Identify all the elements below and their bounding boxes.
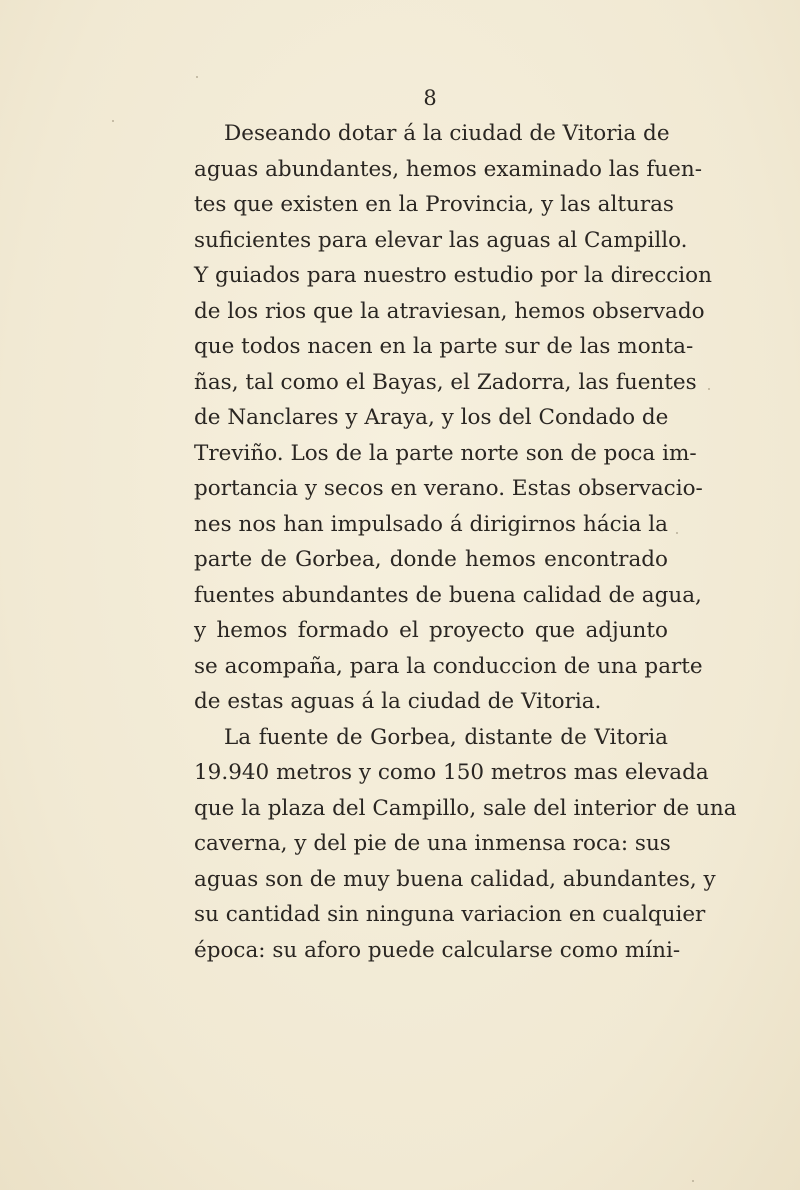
text-line: de estas aguas á la ciudad de Vitoria. <box>194 689 602 714</box>
body-text <box>194 116 737 1004</box>
text-line: que todos nacen en la parte sur de las monta- <box>194 334 694 359</box>
text-line: ñas, tal como el Bayas, el Zadorra, las fuentes <box>194 369 697 395</box>
text-line: La fuente de Gorbea, distante de Vitoria <box>224 724 668 750</box>
text-line: de los rios que la atraviesan, hemos observado <box>194 298 705 324</box>
paragraph-1 <box>194 116 712 720</box>
text-line: de Nanclares y Araya, y los del Condado de <box>194 405 669 430</box>
text-line: parte de Gorbea, donde hemos encontrado <box>194 547 668 572</box>
text-line: que la plaza del Campillo, sale del interior de una <box>194 795 737 821</box>
text-line <box>194 968 668 1004</box>
text-line: Deseando dotar á la ciudad de Vitoria de <box>224 121 670 146</box>
text-line: tes que existen en la Provincia, y las alturas <box>194 192 674 217</box>
paper-speck <box>692 1180 694 1182</box>
paragraph-2 <box>194 720 737 1004</box>
text-line: época: su aforo puede calcularse como míni- <box>194 937 681 963</box>
text-line: y hemos formado el proyecto que adjunto <box>194 618 668 643</box>
text-line: aguas son de muy buena calidad, abundantes, y <box>194 866 716 892</box>
text-line: Y guiados para nuestro estudio por la direccion <box>194 263 712 288</box>
text-line: su cantidad sin ninguna variacion en cualquier <box>194 902 706 927</box>
text-line: aguas abundantes, hemos examinado las fuen- <box>194 156 702 182</box>
text-line: 19.940 metros y como 150 metros mas elevada <box>194 760 709 785</box>
text-line: nes nos han impulsado á dirigirnos hácia la <box>194 511 668 537</box>
paper-speck <box>196 76 198 78</box>
paper-speck <box>708 388 710 390</box>
text-line: suficientes para elevar las aguas al Campillo. <box>194 227 688 253</box>
page-number: 8 <box>423 86 437 110</box>
paper-speck <box>112 120 114 122</box>
text-line: caverna, y del pie de una inmensa roca: sus <box>194 831 671 856</box>
text-line: se acompaña, para la conduccion de una parte <box>194 653 703 679</box>
text-line: Treviño. Los de la parte norte son de poca im- <box>194 440 697 466</box>
text-line: portancia y secos en verano. Estas observacio- <box>194 476 703 501</box>
text-line: fuentes abundantes de buena calidad de agua, <box>194 582 702 608</box>
paper-speck <box>676 532 678 534</box>
